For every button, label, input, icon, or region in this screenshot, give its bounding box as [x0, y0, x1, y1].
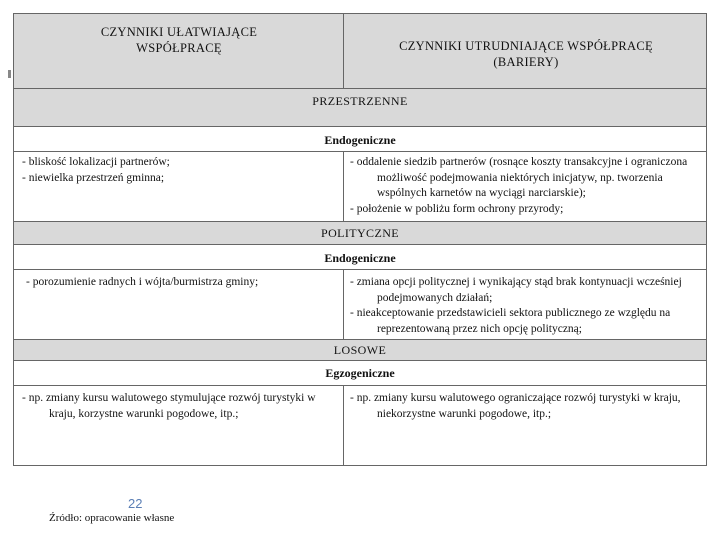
cell-polityczne-right: [344, 273, 706, 339]
list-item: - nieakceptowanie przedstawicieli sektora publicznego ze względu na reprezentowaną przez nich opcję polityczną;: [350, 307, 671, 335]
list-item: - niewielka przestrzeń gminna;: [22, 171, 165, 184]
section-title-polityczne: POLITYCZNE: [321, 226, 399, 240]
divider: [14, 385, 706, 386]
list-item: - np. zmiany kursu walutowego stymulujące rozwój turystyki w kraju, korzystne warunki pogodowe, itp.;: [22, 392, 316, 420]
page-number: 22: [128, 496, 143, 511]
divider: [14, 151, 706, 152]
list-item: - zmiana opcji politycznej i wynikający stąd brak kontynuacji wcześniej podejmowanych działań;: [350, 276, 682, 304]
section-subtitle-losowe: Egzogeniczne: [325, 366, 395, 380]
divider: [14, 269, 706, 270]
cell-losowe-right: [344, 389, 706, 424]
source-note: Źródło: opracowanie własne: [49, 512, 175, 524]
header-left-label: CZYNNIKI UŁATWIAJĄCE WSPÓŁPRACĘ: [100, 25, 258, 55]
header-right-label: [344, 38, 708, 70]
list-item: - bliskość lokalizacji partnerów;: [22, 156, 170, 168]
header-right-line1: CZYNNIKI UTRUDNIAJĄCE WSPÓŁPRACĘ: [399, 39, 653, 53]
section-title-przestrzenne: PRZESTRZENNE: [312, 94, 408, 108]
list-item: - np. zmiany kursu walutowego ograniczające rozwój turystyki w kraju, niekorzystne warunki pogodowe, itp.;: [350, 392, 681, 420]
cell-losowe-left: [16, 389, 342, 424]
section-subtitle-przestrzenne: Endogeniczne: [324, 133, 396, 147]
list-item: - porozumienie radnych i wójta/burmistrza gminy;: [26, 276, 259, 288]
list-item: - położenie w pobliżu form ochrony przyrody;: [350, 202, 564, 215]
header-right-cell: [343, 13, 707, 89]
header-marker: [8, 70, 11, 78]
section-title-losowe: LOSOWE: [333, 343, 387, 357]
section-subtitle-polityczne: Endogeniczne: [324, 251, 396, 265]
header-right-line2: (BARIERY): [493, 55, 559, 69]
list-item: - oddalenie siedzib partnerów (rosnące koszty transakcyjne i ograniczona możliwość podejmowania niektórych inicjatyw, np. tworzenia wspólnych karnetów na wyciągi narciarskie);: [350, 156, 688, 199]
cell-przestrzenne-right: [344, 153, 706, 219]
header-left-cell: [13, 13, 344, 89]
cell-polityczne-left: [20, 273, 342, 293]
cell-przestrzenne-left: [16, 153, 342, 188]
